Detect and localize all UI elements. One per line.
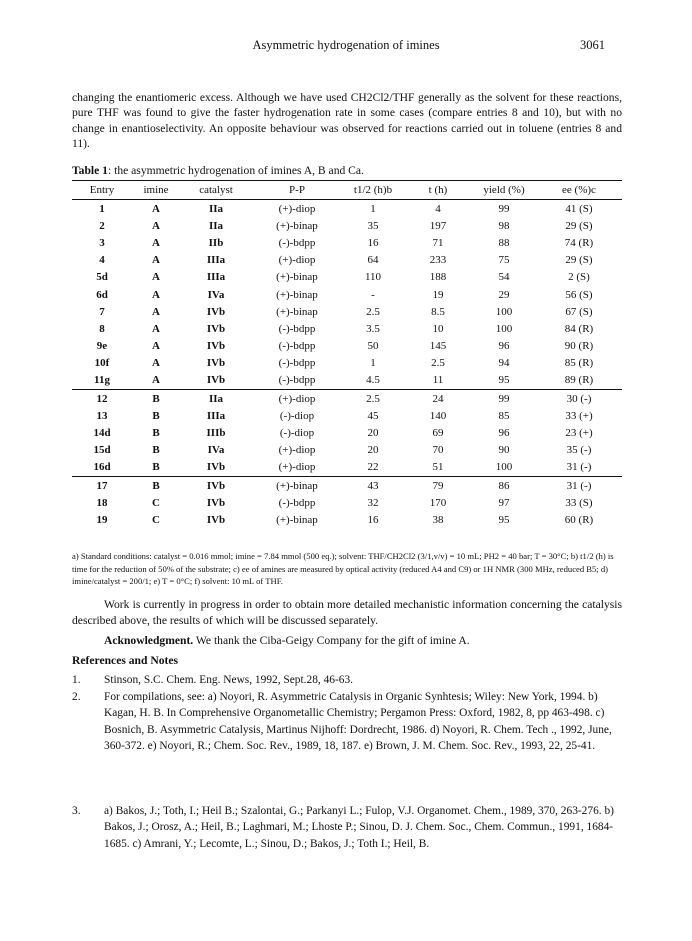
cell-t: 10 — [432, 322, 444, 335]
running-header-title: Asymmetric hydrogenation of imines — [252, 38, 440, 52]
reference-text: Stinson, S.C. Chem. Eng. News, 1992, Sept.28, 46-63. — [104, 674, 354, 686]
cell-ee: 35 (-) — [566, 444, 592, 457]
cell-entry: 6d — [96, 288, 108, 301]
cell-t-half: 43 — [367, 479, 379, 492]
cell-ee: 84 (R) — [564, 322, 594, 335]
col-t-half: t1/2 (h)b — [342, 181, 404, 200]
cell-yield: 94 — [498, 357, 510, 370]
cell-t-half: 4.5 — [342, 372, 404, 390]
cell-entry: 18 — [96, 496, 108, 509]
cell-pp: (-)-bdpp — [278, 357, 316, 370]
cell-imine: B — [152, 444, 160, 457]
cell-t: 71 — [432, 236, 444, 249]
table-row — [72, 494, 622, 511]
table-row — [72, 338, 622, 355]
reference-number: 2. — [72, 691, 81, 703]
cell-pp: (+)-diop — [278, 444, 316, 457]
cell-entry: 11g — [72, 372, 132, 390]
cell-t: 19 — [432, 288, 444, 301]
cell-ee: 29 (S) — [565, 254, 593, 267]
cell-pp: (+)-binap — [276, 271, 318, 284]
cell-t-half: 22 — [342, 459, 404, 477]
cell-imine: B — [152, 409, 160, 422]
cell-catalyst: IVa — [207, 444, 225, 457]
col-catalyst: catalyst — [180, 181, 252, 200]
cell-catalyst: IVb — [180, 372, 252, 390]
reference-number: 1. — [72, 674, 81, 686]
col-imine: imine — [132, 181, 180, 200]
cell-imine: C — [152, 513, 160, 526]
table-caption-text: : the asymmetric hydrogenation of imines A, B and Ca. — [107, 164, 364, 177]
table-row — [72, 390, 622, 408]
cell-yield: 98 — [498, 219, 510, 232]
cell-yield: 95 — [472, 372, 536, 390]
cell-ee: 31 (-) — [536, 459, 622, 477]
cell-t: 79 — [432, 479, 444, 492]
table-row — [72, 217, 622, 234]
reference-item — [72, 803, 624, 852]
cell-t-half: 20 — [367, 427, 379, 440]
table-row — [72, 511, 622, 528]
cell-entry: 7 — [99, 305, 105, 318]
acknowledgment-label: Acknowledgment. — [104, 634, 194, 647]
table-row — [72, 252, 622, 269]
reference-item — [72, 689, 624, 754]
cell-yield: 96 — [498, 427, 510, 440]
table-row — [72, 269, 622, 286]
cell-pp: (+)-diop — [252, 459, 342, 477]
cell-t-half: 50 — [367, 340, 379, 353]
table-body — [72, 200, 622, 529]
col-entry: Entry — [72, 181, 132, 200]
table-row — [72, 286, 622, 303]
cell-yield: 29 — [498, 288, 510, 301]
cell-imine: A — [152, 254, 160, 267]
cell-catalyst: IIIa — [206, 254, 226, 267]
reference-text: a) Bakos, J.; Toth, I.; Heil B.; Szalontai, G.; Parkanyi L.; Fulop, V.J. Organomet. Chem., 1989, 370, 263-276. b) Bakos, J.; Orosz, A.; Heil, B.; Laghmari, M.; Lhoste P.; Sinou, D. J. Chem. Soc., Chem. Commun., 1991, 1684-1685. c) Amrani, Y.; Lecomte, L.; Sinou, D.; Bakos, J.; Toth I.; Heil, B. — [104, 805, 614, 850]
cell-yield: 90 — [498, 444, 510, 457]
cell-pp: (-)-bdpp — [278, 340, 316, 353]
col-ee: ee (%)c — [536, 181, 622, 200]
cell-yield: 97 — [498, 496, 510, 509]
cell-pp: (+)-binap — [276, 513, 318, 526]
cell-pp: (-)-diop — [279, 427, 315, 440]
cell-t: 170 — [429, 496, 447, 509]
cell-imine: A — [152, 305, 160, 318]
cell-t-half: 16 — [367, 236, 379, 249]
cell-imine: A — [132, 372, 180, 390]
cell-t: 11 — [404, 372, 472, 390]
cell-entry: 8 — [99, 322, 105, 335]
cell-entry: 3 — [99, 236, 105, 249]
cell-t: 145 — [429, 340, 447, 353]
table-row — [72, 459, 622, 477]
table-row — [72, 407, 622, 424]
cell-entry: 17 — [96, 479, 108, 492]
cell-imine: A — [152, 288, 160, 301]
cell-ee: 29 (S) — [565, 219, 593, 232]
cell-catalyst: IVb — [206, 305, 226, 318]
cell-imine: A — [152, 271, 160, 284]
cell-t-half: 20 — [367, 444, 379, 457]
cell-yield: 86 — [498, 479, 510, 492]
cell-t: 8.5 — [431, 305, 445, 318]
cell-t: 188 — [429, 271, 447, 284]
cell-t-half: 2.5 — [366, 392, 380, 405]
cell-ee: 33 (S) — [565, 496, 593, 509]
cell-imine: B — [152, 479, 160, 492]
cell-yield: 95 — [498, 513, 510, 526]
cell-catalyst: IVb — [206, 496, 226, 509]
cell-yield: 100 — [472, 459, 536, 477]
table-caption — [72, 164, 364, 177]
reference-item — [72, 672, 624, 688]
cell-ee: 23 (+) — [565, 427, 593, 440]
cell-ee: 2 (S) — [568, 271, 590, 284]
cell-pp: (+)-binap — [276, 219, 318, 232]
cell-pp: (+)-diop — [278, 202, 316, 215]
cell-yield: 100 — [495, 322, 513, 335]
results-table — [72, 180, 622, 529]
cell-catalyst: IVb — [206, 357, 226, 370]
cell-pp: (-)-bdpp — [278, 236, 316, 249]
table-row — [72, 424, 622, 441]
cell-t: 4 — [435, 202, 441, 215]
cell-t-half: 2.5 — [366, 305, 380, 318]
cell-ee: 60 (R) — [564, 513, 594, 526]
cell-ee: 85 (R) — [564, 357, 594, 370]
cell-t-half: 110 — [364, 271, 382, 284]
table-row — [72, 200, 622, 218]
cell-pp: (-)-diop — [279, 409, 315, 422]
cell-imine: A — [152, 219, 160, 232]
cell-pp: (-)-bdpp — [252, 372, 342, 390]
cell-entry: 1 — [99, 202, 105, 215]
table-caption-label: Table 1 — [72, 164, 108, 177]
cell-pp: (-)-bdpp — [278, 496, 316, 509]
cell-t: 51 — [404, 459, 472, 477]
cell-t: 140 — [429, 409, 447, 422]
cell-imine: A — [152, 340, 160, 353]
col-pp: P-P — [252, 181, 342, 200]
cell-entry: 12 — [96, 392, 108, 405]
cell-catalyst: IIIa — [206, 409, 226, 422]
col-t: t (h) — [404, 181, 472, 200]
table-row — [72, 477, 622, 495]
cell-entry: 19 — [96, 513, 108, 526]
cell-ee: 41 (S) — [565, 202, 593, 215]
table-row — [72, 442, 622, 459]
cell-ee: 56 (S) — [565, 288, 593, 301]
cell-entry: 4 — [99, 254, 105, 267]
cell-yield: 99 — [498, 392, 510, 405]
cell-catalyst: IIa — [208, 202, 224, 215]
cell-entry: 13 — [96, 409, 108, 422]
references-heading: References and Notes — [72, 654, 179, 667]
cell-ee: 30 (-) — [566, 392, 592, 405]
cell-t-half: 45 — [367, 409, 379, 422]
table-row — [72, 320, 622, 337]
acknowledgment — [104, 634, 470, 647]
cell-entry: 14d — [93, 427, 111, 440]
cell-imine: A — [152, 322, 160, 335]
table-header-row — [72, 181, 622, 200]
table-footnote: a) Standard conditions: catalyst = 0.016 mmol; imine = 7.84 mmol (500 eq.); solvent: THF/CH2Cl2 (3/1,v/v) = 10 mL; PH2 = 40 bar; T = 30°C; b) t1/2 (h) is time for the reduction of 50% of the substrate; c) ee of amines are measured by optical activity (reduced A4 and C9) or 1H NMR (300 MHz, reduced B5; d) imine/catalyst = 200/1; e) T = 0°C; f) solvent: 10 mL of THF. — [72, 551, 614, 586]
cell-t-half: - — [371, 288, 375, 301]
col-yield: yield (%) — [472, 181, 536, 200]
cell-pp: (-)-bdpp — [278, 322, 316, 335]
cell-t-half: 64 — [367, 254, 379, 267]
cell-catalyst: IIIb — [206, 427, 226, 440]
cell-catalyst: IVa — [207, 288, 225, 301]
intro-paragraph: changing the enantiomeric excess. Although we have used CH2Cl2/THF generally as the solvent for these reactions, pure THF was found to give the faster hydrogenation rate in some cases (compare entries 8 and 10), but with no change in enantioselectivity. An opposite behaviour was observed for reactions carried out in toluene (entries 8 and 11). — [72, 91, 622, 151]
cell-t: 2.5 — [431, 357, 445, 370]
cell-entry: 10f — [94, 357, 110, 370]
cell-pp: (+)-binap — [276, 479, 318, 492]
cell-ee: 67 (S) — [565, 305, 593, 318]
cell-t-half: 32 — [367, 496, 379, 509]
cell-imine: B — [152, 392, 160, 405]
cell-t: 38 — [432, 513, 444, 526]
cell-catalyst: IVb — [206, 479, 226, 492]
reference-number: 3. — [72, 805, 81, 817]
cell-catalyst: IIa — [208, 219, 224, 232]
cell-yield: 75 — [498, 254, 510, 267]
cell-entry: 9e — [96, 340, 108, 353]
cell-yield: 100 — [495, 305, 513, 318]
cell-pp: (+)-binap — [276, 288, 318, 301]
table-row — [72, 303, 622, 320]
table-row — [72, 234, 622, 251]
cell-ee: 90 (R) — [564, 340, 594, 353]
cell-ee: 31 (-) — [566, 479, 592, 492]
cell-catalyst: IIa — [208, 392, 224, 405]
cell-t-half: 1 — [370, 202, 376, 215]
cell-entry: 5d — [96, 271, 108, 284]
cell-catalyst: IIb — [208, 236, 224, 249]
cell-catalyst: IVb — [206, 513, 226, 526]
cell-t-half: 1 — [370, 357, 376, 370]
cell-ee: 74 (R) — [564, 236, 594, 249]
cell-t: 233 — [429, 254, 447, 267]
table-row — [72, 355, 622, 372]
cell-pp: (+)-binap — [276, 305, 318, 318]
cell-imine: A — [152, 202, 160, 215]
cell-imine: B — [152, 427, 160, 440]
acknowledgment-text: We thank the Ciba-Geigy Company for the gift of imine A. — [193, 634, 470, 647]
cell-entry: 16d — [72, 459, 132, 477]
cell-t: 24 — [432, 392, 444, 405]
cell-yield: 85 — [498, 409, 510, 422]
cell-catalyst: IVb — [206, 322, 226, 335]
cell-ee: 89 (R) — [536, 372, 622, 390]
cell-t: 70 — [432, 444, 444, 457]
cell-pp: (+)-diop — [278, 254, 316, 267]
cell-yield: 99 — [498, 202, 510, 215]
cell-imine: B — [132, 459, 180, 477]
cell-t: 69 — [432, 427, 444, 440]
cell-imine: A — [152, 236, 160, 249]
page-number: 3061 — [580, 38, 605, 52]
work-paragraph: Work is currently in progress in order to obtain more detailed mechanistic information concerning the catalysis described above, the results of which will be discussed separately. — [72, 598, 622, 627]
cell-catalyst: IIIa — [206, 271, 226, 284]
cell-pp: (+)-diop — [278, 392, 316, 405]
cell-t-half: 16 — [367, 513, 379, 526]
cell-entry: 2 — [99, 219, 105, 232]
reference-text: For compilations, see: a) Noyori, R. Asymmetric Catalysis in Organic Synhtesis; Wiley: New York, 1994. b) Kagan, H. B. In Comprehensive Organometallic Chemistry; Pergamon Press: Oxford, 1982, 8, pp 463-498. c) Bosnich, B. Asymmetric Catalysis, Martinus Nijhoff: Dordrecht, 1986. d) Noyori, R. Chem. Tech ., 1992, June, 360-372. e) Noyori, R.; Chem. Soc. Rev., 1989, 18, 187. e) Brown, J. M. Chem. Soc. Rev., 1993, 22, 25-41. — [104, 691, 612, 752]
cell-entry: 15d — [93, 444, 111, 457]
cell-catalyst: IVb — [180, 459, 252, 477]
cell-ee: 33 (+) — [565, 409, 593, 422]
cell-yield: 88 — [498, 236, 510, 249]
cell-yield: 96 — [498, 340, 510, 353]
cell-imine: A — [152, 357, 160, 370]
cell-catalyst: IVb — [206, 340, 226, 353]
cell-yield: 54 — [498, 271, 510, 284]
cell-t: 197 — [429, 219, 447, 232]
cell-t-half: 35 — [367, 219, 379, 232]
table-row — [72, 372, 622, 390]
cell-imine: C — [152, 496, 160, 509]
cell-t-half: 3.5 — [366, 322, 380, 335]
